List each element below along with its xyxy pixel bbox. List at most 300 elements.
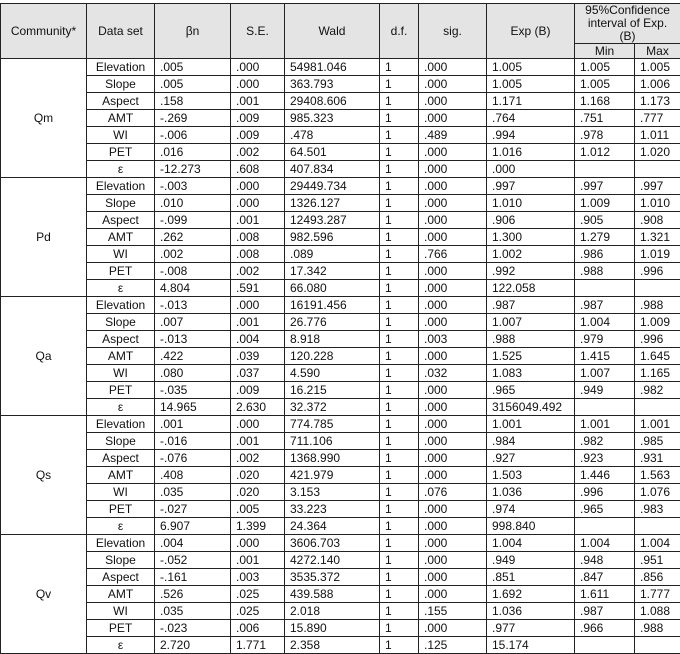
- table-row: [1, 569, 680, 586]
- df-cell: 1: [380, 552, 419, 569]
- table-row: [1, 59, 680, 76]
- se-cell: .001: [231, 93, 285, 110]
- bn-cell: -.013: [155, 331, 231, 348]
- max-cell: .982: [635, 382, 680, 399]
- min-cell: .978: [575, 127, 635, 144]
- bn-cell: .007: [155, 314, 231, 331]
- data-set-cell: Slope: [87, 314, 155, 331]
- df-cell: 1: [380, 637, 419, 654]
- max-cell: 1.019: [635, 246, 680, 263]
- se-cell: .000: [231, 535, 285, 552]
- se-cell: .025: [231, 603, 285, 620]
- df-cell: 1: [380, 603, 419, 620]
- exp-cell: 1.171: [487, 93, 575, 110]
- wald-cell: 26.776: [285, 314, 380, 331]
- min-cell: [575, 399, 635, 416]
- table-row: [1, 76, 680, 93]
- se-cell: .009: [231, 110, 285, 127]
- sig-cell: .000: [419, 450, 487, 467]
- table-row: [1, 399, 680, 416]
- table-row: [1, 416, 680, 433]
- se-cell: 1.399: [231, 518, 285, 535]
- table-header: [1, 4, 680, 59]
- bn-cell: .001: [155, 416, 231, 433]
- min-cell: .987: [575, 603, 635, 620]
- exp-cell: .927: [487, 450, 575, 467]
- sig-cell: .000: [419, 382, 487, 399]
- exp-cell: 15.174: [487, 637, 575, 654]
- min-cell: 1.611: [575, 586, 635, 603]
- se-cell: 1.771: [231, 637, 285, 654]
- table-row: [1, 348, 680, 365]
- wald-cell: 29408.606: [285, 93, 380, 110]
- max-cell: [635, 518, 680, 535]
- bn-cell: .422: [155, 348, 231, 365]
- data-set-cell: Elevation: [87, 416, 155, 433]
- sig-cell: .000: [419, 586, 487, 603]
- se-cell: .004: [231, 331, 285, 348]
- data-set-cell: AMT: [87, 110, 155, 127]
- wald-cell: 64.501: [285, 144, 380, 161]
- table-row: [1, 552, 680, 569]
- max-cell: .983: [635, 501, 680, 518]
- sig-cell: .000: [419, 178, 487, 195]
- max-cell: .856: [635, 569, 680, 586]
- max-cell: 1.010: [635, 195, 680, 212]
- df-cell: 1: [380, 229, 419, 246]
- min-cell: .996: [575, 484, 635, 501]
- wald-cell: 16.215: [285, 382, 380, 399]
- df-cell: 1: [380, 110, 419, 127]
- se-cell: .000: [231, 59, 285, 76]
- table-row: [1, 535, 680, 552]
- min-cell: .948: [575, 552, 635, 569]
- df-cell: 1: [380, 314, 419, 331]
- se-cell: .001: [231, 552, 285, 569]
- data-set-cell: AMT: [87, 467, 155, 484]
- wald-cell: 1326.127: [285, 195, 380, 212]
- se-cell: .001: [231, 212, 285, 229]
- bn-cell: .004: [155, 535, 231, 552]
- df-cell: 1: [380, 365, 419, 382]
- sig-cell: .003: [419, 331, 487, 348]
- se-cell: .001: [231, 314, 285, 331]
- data-set-cell: Elevation: [87, 178, 155, 195]
- table-row: [1, 467, 680, 484]
- max-cell: .996: [635, 331, 680, 348]
- data-set-cell: Aspect: [87, 331, 155, 348]
- se-cell: .003: [231, 569, 285, 586]
- exp-cell: 122.058: [487, 280, 575, 297]
- se-cell: .591: [231, 280, 285, 297]
- data-set-cell: WI: [87, 484, 155, 501]
- df-cell: 1: [380, 144, 419, 161]
- min-cell: .979: [575, 331, 635, 348]
- table-row: [1, 297, 680, 314]
- exp-cell: 1.001: [487, 416, 575, 433]
- sig-cell: .000: [419, 416, 487, 433]
- wald-cell: 15.890: [285, 620, 380, 637]
- max-cell: [635, 399, 680, 416]
- df-cell: 1: [380, 280, 419, 297]
- df-cell: 1: [380, 195, 419, 212]
- data-set-cell: ε: [87, 518, 155, 535]
- data-set-cell: ε: [87, 161, 155, 178]
- table-row: [1, 110, 680, 127]
- min-cell: .949: [575, 382, 635, 399]
- data-set-cell: PET: [87, 501, 155, 518]
- table-row: [1, 144, 680, 161]
- community-cell: Qm: [1, 59, 87, 178]
- max-cell: [635, 161, 680, 178]
- header-wald: Wald: [285, 4, 380, 59]
- table-row: [1, 331, 680, 348]
- df-cell: 1: [380, 246, 419, 263]
- df-cell: 1: [380, 348, 419, 365]
- wald-cell: 17.342: [285, 263, 380, 280]
- min-cell: 1.001: [575, 416, 635, 433]
- wald-cell: 363.793: [285, 76, 380, 93]
- sig-cell: .000: [419, 620, 487, 637]
- wald-cell: 29449.734: [285, 178, 380, 195]
- se-cell: .002: [231, 450, 285, 467]
- data-set-cell: Slope: [87, 76, 155, 93]
- min-cell: 1.012: [575, 144, 635, 161]
- exp-cell: 1.002: [487, 246, 575, 263]
- min-cell: 1.009: [575, 195, 635, 212]
- bn-cell: -.013: [155, 297, 231, 314]
- data-set-cell: Aspect: [87, 450, 155, 467]
- exp-cell: 1.005: [487, 59, 575, 76]
- exp-cell: .977: [487, 620, 575, 637]
- min-cell: 1.279: [575, 229, 635, 246]
- bn-cell: .035: [155, 484, 231, 501]
- data-set-cell: Elevation: [87, 59, 155, 76]
- data-set-cell: PET: [87, 263, 155, 280]
- exp-cell: .949: [487, 552, 575, 569]
- min-cell: 1.004: [575, 535, 635, 552]
- sig-cell: .000: [419, 348, 487, 365]
- wald-cell: 4.590: [285, 365, 380, 382]
- bn-cell: .080: [155, 365, 231, 382]
- bn-cell: .158: [155, 93, 231, 110]
- header-exp: Exp (B): [487, 4, 575, 59]
- sig-cell: .125: [419, 637, 487, 654]
- regression-table: [0, 3, 680, 654]
- wald-cell: 439.588: [285, 586, 380, 603]
- sig-cell: .000: [419, 59, 487, 76]
- header-min: Min: [575, 44, 635, 59]
- df-cell: 1: [380, 535, 419, 552]
- max-cell: .777: [635, 110, 680, 127]
- exp-cell: .974: [487, 501, 575, 518]
- max-cell: .996: [635, 263, 680, 280]
- table-row: [1, 161, 680, 178]
- exp-cell: 998.840: [487, 518, 575, 535]
- df-cell: 1: [380, 382, 419, 399]
- sig-cell: .000: [419, 110, 487, 127]
- wald-cell: 33.223: [285, 501, 380, 518]
- bn-cell: .016: [155, 144, 231, 161]
- bn-cell: -.027: [155, 501, 231, 518]
- table-row: [1, 450, 680, 467]
- min-cell: .987: [575, 297, 635, 314]
- bn-cell: .408: [155, 467, 231, 484]
- sig-cell: .000: [419, 76, 487, 93]
- se-cell: .037: [231, 365, 285, 382]
- data-set-cell: AMT: [87, 229, 155, 246]
- min-cell: .997: [575, 178, 635, 195]
- exp-cell: 1.036: [487, 603, 575, 620]
- df-cell: 1: [380, 76, 419, 93]
- wald-cell: 774.785: [285, 416, 380, 433]
- sig-cell: .155: [419, 603, 487, 620]
- min-cell: .847: [575, 569, 635, 586]
- min-cell: 1.446: [575, 467, 635, 484]
- se-cell: .009: [231, 127, 285, 144]
- min-cell: .923: [575, 450, 635, 467]
- se-cell: .008: [231, 246, 285, 263]
- table-row: [1, 314, 680, 331]
- sig-cell: .000: [419, 552, 487, 569]
- se-cell: .005: [231, 501, 285, 518]
- exp-cell: .997: [487, 178, 575, 195]
- df-cell: 1: [380, 484, 419, 501]
- min-cell: .751: [575, 110, 635, 127]
- wald-cell: 421.979: [285, 467, 380, 484]
- wald-cell: 3.153: [285, 484, 380, 501]
- min-cell: [575, 637, 635, 654]
- table-row: [1, 229, 680, 246]
- data-set-cell: PET: [87, 144, 155, 161]
- table-row: [1, 195, 680, 212]
- max-cell: 1.645: [635, 348, 680, 365]
- se-cell: 2.630: [231, 399, 285, 416]
- table-row: [1, 501, 680, 518]
- wald-cell: 12493.287: [285, 212, 380, 229]
- data-set-cell: Slope: [87, 433, 155, 450]
- se-cell: .001: [231, 433, 285, 450]
- sig-cell: .000: [419, 535, 487, 552]
- wald-cell: 8.918: [285, 331, 380, 348]
- df-cell: 1: [380, 93, 419, 110]
- sig-cell: .489: [419, 127, 487, 144]
- wald-cell: 982.596: [285, 229, 380, 246]
- max-cell: 1.777: [635, 586, 680, 603]
- sig-cell: .000: [419, 501, 487, 518]
- header-bn: βn: [155, 4, 231, 59]
- se-cell: .039: [231, 348, 285, 365]
- min-cell: .965: [575, 501, 635, 518]
- max-cell: .908: [635, 212, 680, 229]
- sig-cell: .000: [419, 263, 487, 280]
- max-cell: 1.173: [635, 93, 680, 110]
- exp-cell: .994: [487, 127, 575, 144]
- exp-cell: 1.503: [487, 467, 575, 484]
- sig-cell: .000: [419, 399, 487, 416]
- bn-cell: -.035: [155, 382, 231, 399]
- sig-cell: .000: [419, 280, 487, 297]
- se-cell: .009: [231, 382, 285, 399]
- exp-cell: .906: [487, 212, 575, 229]
- max-cell: 1.020: [635, 144, 680, 161]
- table-row: [1, 246, 680, 263]
- exp-cell: .992: [487, 263, 575, 280]
- bn-cell: -.269: [155, 110, 231, 127]
- wald-cell: 2.018: [285, 603, 380, 620]
- sig-cell: .766: [419, 246, 487, 263]
- max-cell: 1.004: [635, 535, 680, 552]
- min-cell: .982: [575, 433, 635, 450]
- data-set-cell: AMT: [87, 348, 155, 365]
- se-cell: .025: [231, 586, 285, 603]
- max-cell: 1.076: [635, 484, 680, 501]
- data-set-cell: PET: [87, 382, 155, 399]
- wald-cell: 407.834: [285, 161, 380, 178]
- sig-cell: .000: [419, 195, 487, 212]
- df-cell: 1: [380, 518, 419, 535]
- wald-cell: 2.358: [285, 637, 380, 654]
- max-cell: 1.165: [635, 365, 680, 382]
- exp-cell: 1.007: [487, 314, 575, 331]
- community-cell: Pd: [1, 178, 87, 297]
- wald-cell: 54981.046: [285, 59, 380, 76]
- data-set-cell: PET: [87, 620, 155, 637]
- se-cell: .002: [231, 144, 285, 161]
- header-data-set: Data set: [87, 4, 155, 59]
- header-sig: sig.: [419, 4, 487, 59]
- bn-cell: .526: [155, 586, 231, 603]
- min-cell: [575, 161, 635, 178]
- exp-cell: 1.005: [487, 76, 575, 93]
- exp-cell: .987: [487, 297, 575, 314]
- bn-cell: .002: [155, 246, 231, 263]
- exp-cell: 1.692: [487, 586, 575, 603]
- max-cell: .997: [635, 178, 680, 195]
- bn-cell: -.023: [155, 620, 231, 637]
- header-df: d.f.: [380, 4, 419, 59]
- max-cell: 1.088: [635, 603, 680, 620]
- table-row: [1, 518, 680, 535]
- df-cell: 1: [380, 127, 419, 144]
- wald-cell: .478: [285, 127, 380, 144]
- exp-cell: 1.300: [487, 229, 575, 246]
- df-cell: 1: [380, 297, 419, 314]
- sig-cell: .000: [419, 518, 487, 535]
- exp-cell: 1.016: [487, 144, 575, 161]
- df-cell: 1: [380, 450, 419, 467]
- min-cell: 1.004: [575, 314, 635, 331]
- wald-cell: 24.364: [285, 518, 380, 535]
- table-row: [1, 365, 680, 382]
- max-cell: [635, 280, 680, 297]
- wald-cell: 1368.990: [285, 450, 380, 467]
- wald-cell: 32.372: [285, 399, 380, 416]
- exp-cell: 1.083: [487, 365, 575, 382]
- exp-cell: .851: [487, 569, 575, 586]
- exp-cell: 1.525: [487, 348, 575, 365]
- bn-cell: -.161: [155, 569, 231, 586]
- df-cell: 1: [380, 178, 419, 195]
- sig-cell: .000: [419, 569, 487, 586]
- se-cell: .000: [231, 76, 285, 93]
- max-cell: .988: [635, 297, 680, 314]
- se-cell: .020: [231, 467, 285, 484]
- min-cell: 1.415: [575, 348, 635, 365]
- wald-cell: 3535.372: [285, 569, 380, 586]
- df-cell: 1: [380, 467, 419, 484]
- bn-cell: .005: [155, 59, 231, 76]
- bn-cell: .035: [155, 603, 231, 620]
- df-cell: 1: [380, 501, 419, 518]
- exp-cell: 1.004: [487, 535, 575, 552]
- header-community: Community*: [1, 4, 87, 59]
- table-row: [1, 620, 680, 637]
- min-cell: .966: [575, 620, 635, 637]
- bn-cell: -12.273: [155, 161, 231, 178]
- bn-cell: -.052: [155, 552, 231, 569]
- se-cell: .002: [231, 263, 285, 280]
- data-set-cell: AMT: [87, 586, 155, 603]
- se-cell: .000: [231, 297, 285, 314]
- exp-cell: 1.010: [487, 195, 575, 212]
- table-row: [1, 603, 680, 620]
- sig-cell: .000: [419, 314, 487, 331]
- bn-cell: .010: [155, 195, 231, 212]
- exp-cell: .984: [487, 433, 575, 450]
- data-set-cell: ε: [87, 399, 155, 416]
- bn-cell: -.008: [155, 263, 231, 280]
- data-set-cell: Slope: [87, 552, 155, 569]
- min-cell: 1.005: [575, 76, 635, 93]
- min-cell: .988: [575, 263, 635, 280]
- wald-cell: 66.080: [285, 280, 380, 297]
- bn-cell: -.099: [155, 212, 231, 229]
- df-cell: 1: [380, 212, 419, 229]
- max-cell: .951: [635, 552, 680, 569]
- sig-cell: .000: [419, 212, 487, 229]
- bn-cell: .262: [155, 229, 231, 246]
- sig-cell: .000: [419, 433, 487, 450]
- bn-cell: -.016: [155, 433, 231, 450]
- bn-cell: -.006: [155, 127, 231, 144]
- exp-cell: 1.036: [487, 484, 575, 501]
- data-set-cell: ε: [87, 637, 155, 654]
- data-set-cell: WI: [87, 127, 155, 144]
- table-row: [1, 178, 680, 195]
- df-cell: 1: [380, 586, 419, 603]
- table-row: [1, 127, 680, 144]
- bn-cell: 6.907: [155, 518, 231, 535]
- wald-cell: .089: [285, 246, 380, 263]
- bn-cell: .005: [155, 76, 231, 93]
- min-cell: .986: [575, 246, 635, 263]
- data-set-cell: Aspect: [87, 212, 155, 229]
- df-cell: 1: [380, 161, 419, 178]
- df-cell: 1: [380, 399, 419, 416]
- sig-cell: .076: [419, 484, 487, 501]
- max-cell: .931: [635, 450, 680, 467]
- wald-cell: 120.228: [285, 348, 380, 365]
- table-row: [1, 382, 680, 399]
- max-cell: .985: [635, 433, 680, 450]
- table-row: [1, 586, 680, 603]
- se-cell: .008: [231, 229, 285, 246]
- community-cell: Qa: [1, 297, 87, 416]
- data-set-cell: Elevation: [87, 297, 155, 314]
- table-row: [1, 212, 680, 229]
- bn-cell: 14.965: [155, 399, 231, 416]
